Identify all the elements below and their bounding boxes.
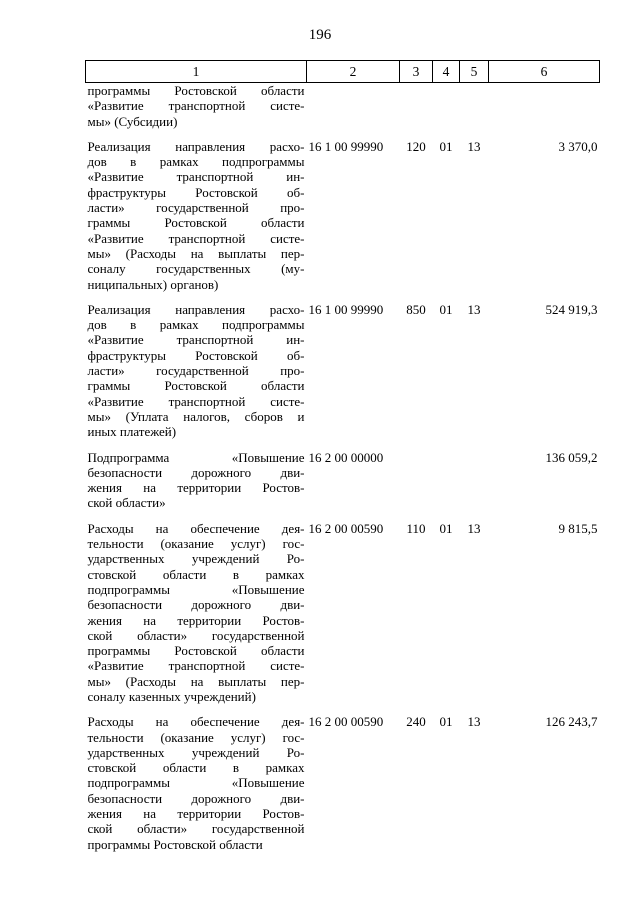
row-expense-type: 110 [406, 520, 426, 536]
row-amount: 136 059,2 [545, 449, 598, 465]
row-section [433, 83, 460, 139]
description-line: ниципальных) органов) [87, 276, 219, 292]
row-description [86, 714, 307, 862]
description-line: подпрограммы «Повышение [87, 581, 305, 597]
description-line: стовской области в рамках [87, 566, 305, 582]
row-amount [489, 83, 600, 139]
row-target-code: 16 1 00 99990 [308, 301, 384, 317]
description-line: жения на территории Ростов- [87, 480, 305, 496]
page-number: 196 [308, 27, 332, 43]
header-col-1: 1 [86, 61, 307, 83]
description-line: Расходы на обеспечение дея- [87, 520, 305, 536]
table-body [86, 83, 600, 862]
description-line: мы» (Уплата налогов, сборов и [87, 408, 305, 424]
budget-table [85, 60, 600, 862]
description-line: ударственных учреждений Ро- [87, 551, 305, 567]
description-line: дов в рамках подпрограммы [87, 154, 305, 170]
row-description [86, 139, 307, 302]
row-section: 01 [439, 520, 453, 536]
header-col-3: 3 [400, 61, 433, 83]
row-section: 01 [439, 714, 453, 730]
row-description [86, 521, 307, 715]
table-row [86, 139, 600, 302]
row-subsection [460, 450, 489, 521]
header-col-4: 4 [433, 61, 460, 83]
description-line: фраструктуры Ростовской об- [87, 184, 305, 200]
description-line: «Развитие транспортной ин- [87, 169, 305, 185]
row-amount: 524 919,3 [545, 301, 598, 317]
description-line: ской области» [87, 495, 166, 511]
table-header-row [86, 61, 600, 83]
row-section: 01 [439, 138, 453, 154]
description-line: граммы Ростовской области [87, 378, 305, 394]
table-row [86, 83, 600, 139]
description-line: дов в рамках подпрограммы [87, 317, 305, 333]
table-row [86, 521, 600, 715]
row-expense-type [400, 83, 433, 139]
description-line: фраструктуры Ростовской об- [87, 347, 305, 363]
row-target-code [307, 83, 400, 139]
description-line: «Развитие транспортной систе- [87, 658, 305, 674]
row-description [86, 450, 307, 521]
header-col-5: 5 [460, 61, 489, 83]
row-section: 01 [439, 301, 453, 317]
row-subsection: 13 [467, 714, 481, 730]
description-line: «Развитие транспортной ин- [87, 332, 305, 348]
description-line: мы» (Расходы на выплаты пер- [87, 245, 305, 261]
description-line: Реализация направления расхо- [87, 301, 305, 317]
row-amount: 9 815,5 [558, 520, 598, 536]
table-row [86, 714, 600, 862]
description-line: жения на территории Ростов- [87, 806, 305, 822]
row-expense-type: 120 [406, 138, 426, 154]
row-subsection: 13 [467, 520, 481, 536]
description-line: жения на территории Ростов- [87, 612, 305, 628]
description-line: ударственных учреждений Ро- [87, 744, 305, 760]
row-expense-type: 850 [406, 301, 426, 317]
table-row [86, 302, 600, 450]
header-col-2: 2 [307, 61, 400, 83]
row-description [86, 83, 307, 139]
description-line: Подпрограмма «Повышение [87, 449, 305, 465]
description-line: граммы Ростовской области [87, 215, 305, 231]
description-line: Расходы на обеспечение дея- [87, 714, 305, 730]
row-target-code: 16 2 00 00000 [308, 449, 384, 465]
description-line: мы» (Субсидии) [87, 113, 178, 129]
row-target-code: 16 2 00 00590 [308, 714, 384, 730]
description-line: «Развитие транспортной систе- [87, 230, 305, 246]
description-line: тельности (оказание услуг) гос- [87, 729, 305, 745]
description-line: Реализация направления расхо- [87, 138, 305, 154]
description-line: «Развитие транспортной систе- [87, 393, 305, 409]
description-line: «Развитие транспортной систе- [87, 98, 305, 114]
description-line: соналу казенных учреждений) [87, 688, 256, 704]
description-line: ской области» государственной [87, 627, 305, 643]
description-line: соналу государственных (му- [87, 261, 305, 277]
row-target-code: 16 1 00 99990 [308, 138, 384, 154]
description-line: программы Ростовской области [87, 643, 305, 659]
description-line: безопасности дорожного дви- [87, 790, 305, 806]
description-line: ской области» государственной [87, 821, 305, 837]
header-col-6: 6 [489, 61, 600, 83]
row-target-code: 16 2 00 00590 [308, 520, 384, 536]
description-line: подпрограммы «Повышение [87, 775, 305, 791]
description-line: ласти» государственной про- [87, 200, 305, 216]
description-line: программы Ростовской области [87, 83, 305, 98]
row-subsection [460, 83, 489, 139]
table-row [86, 450, 600, 521]
description-line: безопасности дорожного дви- [87, 597, 305, 613]
description-line: безопасности дорожного дви- [87, 464, 305, 480]
row-amount: 3 370,0 [558, 138, 598, 154]
description-line: иных платежей) [87, 424, 177, 440]
description-line: мы» (Расходы на выплаты пер- [87, 673, 305, 689]
description-line: стовской области в рамках [87, 760, 305, 776]
row-subsection: 13 [467, 138, 481, 154]
row-amount: 126 243,7 [545, 714, 598, 730]
row-expense-type [400, 450, 433, 521]
description-line: ласти» государственной про- [87, 363, 305, 379]
row-section [433, 450, 460, 521]
description-line: тельности (оказание услуг) гос- [87, 536, 305, 552]
description-line: программы Ростовской области [87, 836, 263, 852]
row-subsection: 13 [467, 301, 481, 317]
row-description [86, 302, 307, 450]
row-expense-type: 240 [406, 714, 426, 730]
